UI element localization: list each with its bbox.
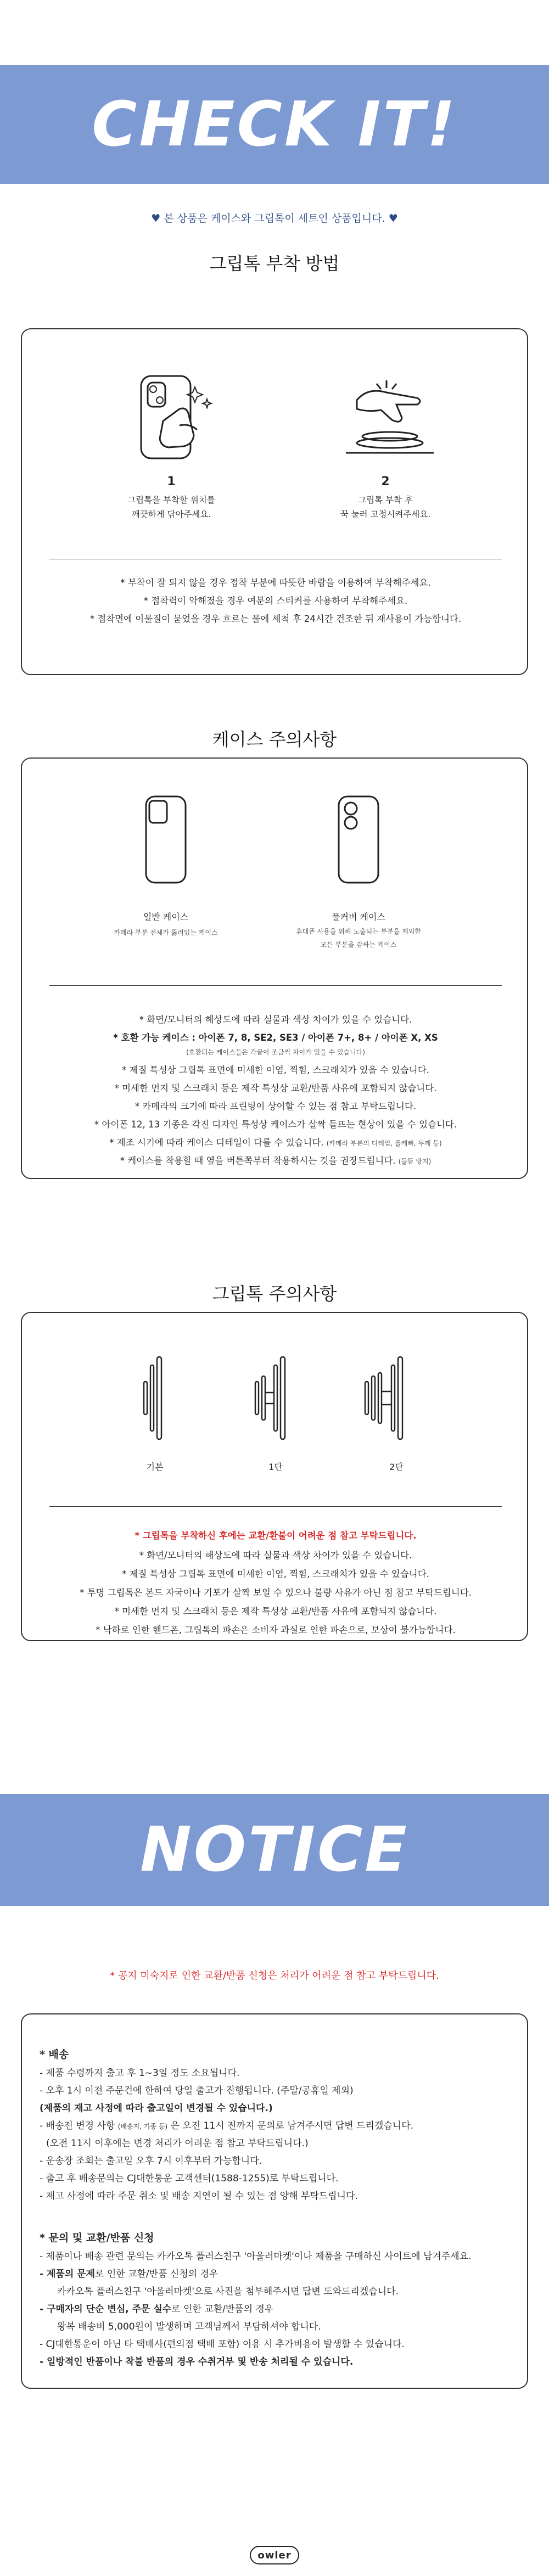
- note-line: * 화면/모니터의 해상도에 따라 실물과 색상 차이가 있을 수 있습니다.: [139, 1014, 412, 1025]
- shipping-stock-note: (제품의 재고 사정에 따라 출고일이 변경될 수 있습니다.): [40, 2103, 273, 2114]
- shipping-line: - 오후 1시 이전 주문건에 한하여 당일 출고가 진행됩니다. (주말/공휴일 제외): [40, 2085, 354, 2096]
- case-name: 풀커버 케이스: [332, 912, 385, 922]
- grip-caution-title: 그립톡 주의사항: [212, 1283, 337, 1304]
- note-line: * 화면/모니터의 해상도에 따라 실물과 색상 차이가 있을 수 있습니다.: [139, 1550, 412, 1561]
- divider: [49, 1506, 502, 1507]
- phone-wipe-icon: [125, 371, 218, 464]
- note-line: * 접착면에 이물질이 묻었을 경우 흐르는 물에 세척 후 24시간 건조한 뒤 재사용이 가능합니다.: [89, 614, 462, 624]
- case-name: 일반 케이스: [143, 912, 189, 922]
- notice-title: NOTICE: [140, 1814, 409, 1885]
- grip-state-label: 기본: [146, 1462, 164, 1472]
- full-cover-case-icon: [337, 794, 380, 885]
- note-line: * 아이폰 12, 13 기종은 각진 디자인 특성상 케이스가 살짝 들뜨는 현상이 있을 수 있습니다.: [94, 1119, 457, 1130]
- grip-two-step-icon: [361, 1354, 421, 1442]
- case-desc: 모든 부분을 감싸는 케이스: [320, 941, 397, 949]
- grip-state-label: 2단: [389, 1462, 404, 1472]
- returns-text-bold: - 구매자의 단순 변심, 주문 실수: [40, 2304, 172, 2315]
- grip-attach-title: 그립톡 부착 방법: [209, 253, 340, 274]
- notice-warning: * 공지 미숙지로 인한 교환/반품 신청은 처리가 어려운 점 참고 부탁드립니다.: [110, 1970, 439, 1982]
- step-line: 그립톡 부착 후: [358, 495, 413, 505]
- note-subline: (호환되는 케이스들은 각끝이 조금씩 차이가 있을 수 있습니다): [186, 1048, 365, 1056]
- note-line: * 제질 특성상 그립톡 표면에 미세한 이염, 찍힘, 스크래치가 있을 수 있습니다.: [122, 1065, 429, 1075]
- note-line: * 낙하로 인한 핸드폰, 그립톡의 파손은 소비자 과실로 인한 파손으로, 보상이 불가능합니다.: [96, 1625, 456, 1635]
- shipping-line: (오전 11시 이후에는 변경 처리가 어려운 점 참고 부탁드립니다.): [46, 2138, 309, 2149]
- compatible-models-line: * 호환 가능 케이스 : 아이폰 7, 8, SE2, SE3 / 아이폰 7+, 8+ / 아이폰 X, XS: [113, 1032, 438, 1043]
- note-line: * 미세한 먼지 및 스크래치 등은 제작 특성상 교환/반품 사유에 포함되지 않습니다.: [114, 1083, 437, 1093]
- warning-line: * 그립톡을 부착하신 후에는 교환/환불이 어려운 점 참고 부탁드립니다.: [135, 1530, 417, 1541]
- notice-box: [21, 2013, 528, 2389]
- note-aside: (카메라 부분의 디테일, 플캐빠, 두께 등): [326, 1140, 442, 1147]
- returns-text: 로 인한 교환/반품의 경우: [171, 2304, 274, 2315]
- grip-state-label: 1단: [268, 1462, 283, 1472]
- case-desc: 카메라 부분 전체가 뚫려있는 케이스: [114, 929, 218, 936]
- step-number: 1: [167, 475, 176, 489]
- returns-line: [40, 2266, 218, 2280]
- grip-attach-box: [21, 328, 528, 675]
- returns-line: - CJ대한통운이 아닌 타 택배사(편의점 택배 포함) 이용 시 추가비용이 발생할 수 있습니다.: [40, 2339, 405, 2350]
- notice-banner: [0, 1794, 549, 1906]
- note-text: * 케이스를 착용할 때 옆을 버튼쪽부터 착용하시는 것을 권장드립니다.: [120, 1155, 396, 1166]
- shipping-text: - 배송전 변경 사항: [40, 2120, 115, 2131]
- owler-logo: owler: [250, 2546, 299, 2564]
- returns-heading: * 문의 및 교환/반품 신청: [40, 2232, 154, 2244]
- shipping-line: - 제고 사정에 따라 주문 취소 및 배송 지연이 될 수 있는 점 양해 부탁드립니다.: [40, 2191, 358, 2202]
- note-line: * 제질 특성상 그립톡 표면에 미세한 이염, 찍힘, 스크래치가 있을 수 있습니다.: [122, 1569, 429, 1579]
- note-line: [22, 1135, 529, 1148]
- step-line: 깨끗하게 닦아주세요.: [131, 509, 211, 519]
- returns-line: 카카오톡 플러스친구 '아울러마켓'으로 사진을 첨부해주시면 답변 도와드리겠습니다.: [57, 2286, 399, 2297]
- returns-text: 로 인한 교환/반품 신청의 경우: [95, 2269, 219, 2280]
- case-desc: 휴대폰 사용을 위해 노출되는 부분을 제외한: [296, 928, 421, 935]
- shipping-aside: (배송지, 기종 등): [117, 2123, 168, 2130]
- returns-line: [40, 2301, 273, 2315]
- note-line: * 미세한 먼지 및 스크래치 등은 제작 특성상 교환/반품 사유에 포함되지 않습니다.: [114, 1606, 437, 1617]
- case-caution-box: [21, 757, 528, 1179]
- returns-line: - 제품이나 배송 관련 문의는 카카오톡 플러스친구 '아울러마켓'이나 제품을 구매하신 사이트에 남겨주세요.: [40, 2251, 472, 2262]
- returns-line: - 일방적인 반품이나 착불 반품의 경우 수취거부 및 반송 처리될 수 있습니다.: [40, 2356, 354, 2367]
- returns-text-bold: - 제품의 문제: [40, 2269, 96, 2280]
- step-line: 꾹 눌러 고정시켜주세요.: [340, 509, 431, 519]
- step-number: 2: [381, 475, 390, 489]
- press-grip-icon: [335, 376, 439, 464]
- note-line: * 투명 그립톡은 본드 자국이나 기포가 살짝 보일 수 있으나 불량 사유가 아닌 점 참고 부탁드립니다.: [80, 1587, 472, 1598]
- note-line: * 접착력이 약해졌을 경우 여분의 스티커를 사용하여 부착해주세요.: [143, 596, 408, 606]
- note-line: * 부착이 잘 되지 않을 경우 접착 부분에 따뜻한 바람을 이용하여 부착해주세요.: [120, 577, 431, 588]
- note-text: * 제조 시기에 따라 케이스 디테일이 다를 수 있습니다.: [109, 1137, 324, 1148]
- shipping-line: - 운송장 조회는 출고일 오후 7시 이후부터 가능합니다.: [40, 2156, 262, 2167]
- shipping-line: - 출고 후 배송문의는 CJ대한통운 고객센터(1588-1255)로 부탁드립니다.: [40, 2173, 339, 2184]
- shipping-heading: * 배송: [40, 2049, 69, 2061]
- set-intro-text: ♥ 본 상품은 케이스와 그립톡이 세트인 상품입니다. ♥: [151, 212, 398, 225]
- returns-line: 왕복 배송비 5,000원이 발생하며 고객님께서 부담하셔야 합니다.: [57, 2321, 321, 2332]
- check-it-title: CHECK IT!: [92, 88, 457, 160]
- check-it-banner: [0, 65, 549, 184]
- shipping-text: 은 오전 11시 전까지 문의로 남겨주시면 답변 드리겠습니다.: [170, 2120, 414, 2131]
- grip-caution-box: [21, 1312, 528, 1641]
- step-line: 그립톡을 부착할 위치를: [127, 495, 215, 505]
- divider: [49, 985, 502, 986]
- shipping-line: [40, 2118, 413, 2131]
- basic-case-icon: [144, 794, 188, 885]
- grip-folded-icon: [138, 1354, 171, 1442]
- note-aside: (들뜸 방지): [398, 1158, 432, 1165]
- case-caution-title: 케이스 주의사항: [212, 729, 337, 750]
- grip-one-step-icon: [251, 1354, 300, 1442]
- shipping-line: - 제품 수령까지 출고 후 1~3일 정도 소요됩니다.: [40, 2068, 240, 2079]
- note-line: * 카메라의 크기에 따라 프린팅이 상이할 수 있는 점 참고 부탁드립니다.: [135, 1101, 417, 1112]
- note-line: [22, 1153, 529, 1166]
